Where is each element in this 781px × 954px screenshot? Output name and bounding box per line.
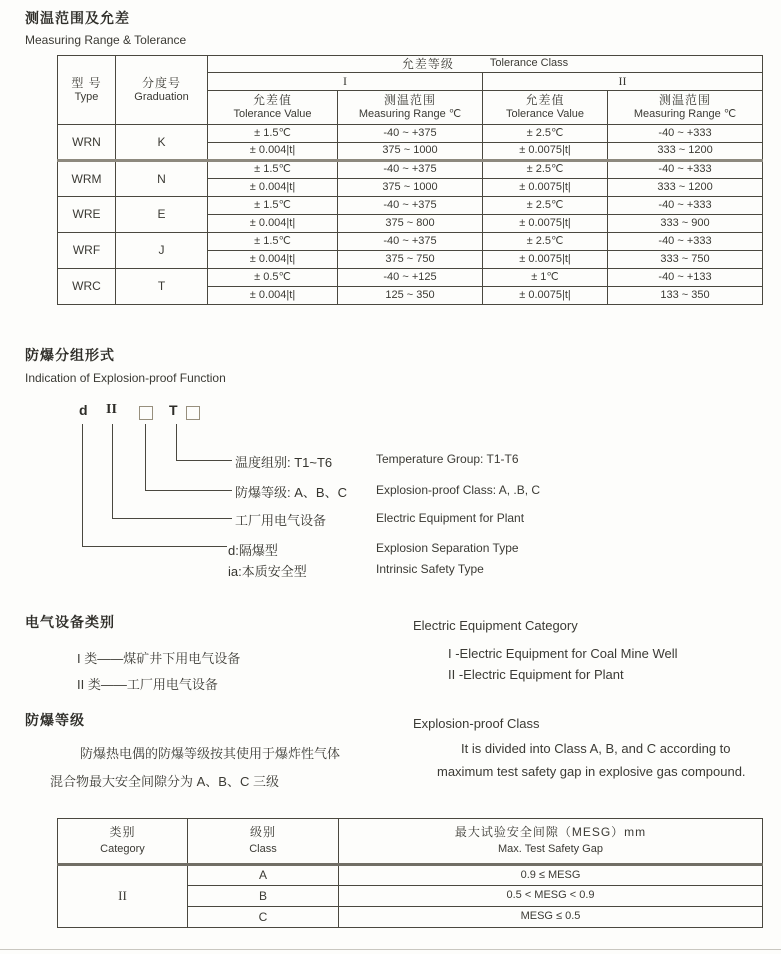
cell-tolerance-value: ± 1.5℃ xyxy=(208,125,338,143)
cell-graduation: K xyxy=(116,125,208,161)
header-tolerance-value-en: Tolerance Value xyxy=(505,108,585,121)
code-class-symbol: II xyxy=(106,402,117,417)
header-type-zh: 型 号 xyxy=(71,75,102,90)
header-class-ii: II xyxy=(483,73,763,91)
paragraph-en-line1: It is divided into Class A, B, and C according to xyxy=(461,741,731,756)
header-mesg xyxy=(339,819,763,865)
header-category xyxy=(58,819,188,865)
cell-class: A xyxy=(188,865,339,886)
category-item-zh: I 类——煤矿井下用电气设备 xyxy=(77,651,241,666)
explosion-class-en-block xyxy=(413,716,746,779)
table-row xyxy=(58,233,763,251)
cell-tolerance-value: ± 0.004|t| xyxy=(208,251,338,269)
cell-type: WRM xyxy=(58,161,116,197)
code-t-symbol: T xyxy=(169,402,178,418)
cell-tolerance-value: ± 0.004|t| xyxy=(208,287,338,305)
table-row xyxy=(58,197,763,215)
cell-tolerance-value: ± 0.0075|t| xyxy=(483,215,608,233)
cell-measuring-range: -40 ~ +333 xyxy=(608,161,763,179)
header-type-en: Type xyxy=(74,90,99,103)
legend-exp-class-en: Explosion-proof Class: A, .B, C xyxy=(376,483,541,497)
cell-measuring-range: -40 ~ +333 xyxy=(608,197,763,215)
cell-graduation: N xyxy=(116,161,208,197)
header-class-i: I xyxy=(208,73,483,91)
cell-tolerance-value: ± 0.004|t| xyxy=(208,143,338,161)
legend-temp-group-en: Temperature Group: T1-T6 xyxy=(376,452,519,466)
table-row xyxy=(58,269,763,287)
tolerance-table xyxy=(57,55,763,305)
cell-tolerance-value: ± 0.004|t| xyxy=(208,215,338,233)
cell-measuring-range: 333 ~ 900 xyxy=(608,215,763,233)
header-graduation-en: Graduation xyxy=(134,90,189,103)
cell-measuring-range: 333 ~ 750 xyxy=(608,251,763,269)
cell-gap: MESG ≤ 0.5 xyxy=(339,907,763,928)
blank-box-icon xyxy=(186,406,200,420)
cell-measuring-range: -40 ~ +375 xyxy=(338,233,483,251)
code-d-symbol: d xyxy=(79,402,88,418)
cell-measuring-range: -40 ~ +333 xyxy=(608,233,763,251)
cell-measuring-range: 375 ~ 750 xyxy=(338,251,483,269)
cell-measuring-range: 375 ~ 1000 xyxy=(338,179,483,197)
cell-measuring-range: -40 ~ +125 xyxy=(338,269,483,287)
section-title-en: Indication of Explosion-proof Function xyxy=(25,371,226,385)
cell-gap: 0.9 ≤ MESG xyxy=(339,865,763,886)
cell-measuring-range: -40 ~ +375 xyxy=(338,197,483,215)
category-item-zh: II 类——工厂用电气设备 xyxy=(77,677,218,692)
cell-type: WRC xyxy=(58,269,116,305)
section-title-en: Explosion-proof Class xyxy=(413,716,540,731)
explosion-class-zh-block xyxy=(25,710,340,790)
equipment-category-zh-block xyxy=(25,612,240,693)
header-class-zh: 级别 xyxy=(249,825,276,840)
cell-measuring-range: -40 ~ +375 xyxy=(338,161,483,179)
header-graduation xyxy=(116,56,208,125)
cell-measuring-range: -40 ~ +375 xyxy=(338,125,483,143)
legend-temp-group-zh: 温度组别: T1~T6 xyxy=(235,455,333,470)
header-tolerance-class-zh: 允差等级 xyxy=(401,56,454,71)
cell-category: II xyxy=(58,865,188,928)
blank-box-icon xyxy=(139,406,153,420)
paragraph-zh-line1: 防爆热电偶的防爆等级按其使用于爆炸性气体 xyxy=(80,746,341,761)
legend-intrinsic-en: Intrinsic Safety Type xyxy=(376,562,484,576)
header-category-en: Category xyxy=(100,843,145,856)
cell-measuring-range: 133 ~ 350 xyxy=(608,287,763,305)
cell-tolerance-value: ± 1℃ xyxy=(483,269,608,287)
cell-measuring-range: 125 ~ 350 xyxy=(338,287,483,305)
section-title-zh: 防爆等级 xyxy=(25,712,85,728)
section-title-zh: 防爆分组形式 xyxy=(25,347,115,363)
header-tolerance-value-zh: 允差值 xyxy=(252,93,292,108)
header-category-zh: 类别 xyxy=(109,825,136,840)
category-item-en: II -Electric Equipment for Plant xyxy=(448,667,624,682)
header-measuring-range-en: Measuring Range ℃ xyxy=(358,108,462,121)
legend-flameproof-en: Explosion Separation Type xyxy=(376,541,519,555)
cell-measuring-range: 333 ~ 1200 xyxy=(608,143,763,161)
table-row xyxy=(58,865,763,886)
section-title-zh: 测温范围及允差 xyxy=(25,10,130,26)
legend-exp-class-zh: 防爆等级: A、B、C xyxy=(235,485,347,500)
connector-line-t xyxy=(176,424,232,461)
paragraph-zh-line2: 混合物最大安全间隙分为 A、B、C 三级 xyxy=(50,774,279,789)
cell-tolerance-value: ± 0.004|t| xyxy=(208,179,338,197)
connector-line-box xyxy=(145,424,232,491)
header-class-en: Class xyxy=(249,843,277,856)
header-tolerance-class-en: Tolerance Class xyxy=(489,57,569,70)
connector-line-class xyxy=(112,424,232,519)
table-row xyxy=(58,56,763,73)
header-measuring-range-2 xyxy=(608,91,763,125)
connector-line-d xyxy=(82,424,227,547)
cell-type: WRE xyxy=(58,197,116,233)
header-measuring-range-en: Measuring Range ℃ xyxy=(633,108,737,121)
header-tolerance-value-1 xyxy=(208,91,338,125)
cell-tolerance-value: ± 2.5℃ xyxy=(483,233,608,251)
legend-intrinsic-zh: ia:本质安全型 xyxy=(228,564,307,579)
cell-tolerance-value: ± 2.5℃ xyxy=(483,161,608,179)
cell-graduation: J xyxy=(116,233,208,269)
header-graduation-zh: 分度号 xyxy=(141,75,181,90)
cell-measuring-range: -40 ~ +333 xyxy=(608,125,763,143)
cell-tolerance-value: ± 1.5℃ xyxy=(208,233,338,251)
mesg-table xyxy=(57,818,763,928)
cell-gap: 0.5 < MESG < 0.9 xyxy=(339,886,763,907)
cell-graduation: T xyxy=(116,269,208,305)
header-mesg-en: Max. Test Safety Gap xyxy=(498,843,603,856)
cell-graduation: E xyxy=(116,197,208,233)
header-tolerance-value-en: Tolerance Value xyxy=(233,108,312,121)
header-measuring-range-zh: 测温范围 xyxy=(659,93,712,108)
legend-flameproof-zh: d:隔爆型 xyxy=(228,543,278,558)
cell-type: WRF xyxy=(58,233,116,269)
header-measuring-range-1 xyxy=(338,91,483,125)
header-tolerance-value-zh: 允差值 xyxy=(525,93,565,108)
cell-tolerance-value: ± 0.0075|t| xyxy=(483,287,608,305)
cell-tolerance-value: ± 0.0075|t| xyxy=(483,251,608,269)
section-title-en: Electric Equipment Category xyxy=(413,618,578,633)
cell-class: C xyxy=(188,907,339,928)
measuring-range-section-header xyxy=(25,8,186,47)
page-bottom-rule xyxy=(0,949,781,950)
cell-tolerance-value: ± 2.5℃ xyxy=(483,197,608,215)
cell-class: B xyxy=(188,886,339,907)
header-tolerance-class xyxy=(208,56,763,73)
cell-tolerance-value: ± 0.0075|t| xyxy=(483,143,608,161)
header-tolerance-value-2 xyxy=(483,91,608,125)
section-title-zh: 电气设备类别 xyxy=(25,614,115,630)
cell-tolerance-value: ± 1.5℃ xyxy=(208,197,338,215)
cell-tolerance-value: ± 1.5℃ xyxy=(208,161,338,179)
header-type xyxy=(58,56,116,125)
cell-measuring-range: 375 ~ 1000 xyxy=(338,143,483,161)
equipment-category-en-block xyxy=(413,618,678,682)
header-measuring-range-zh: 测温范围 xyxy=(383,93,436,108)
cell-measuring-range: -40 ~ +133 xyxy=(608,269,763,287)
cell-tolerance-value: ± 2.5℃ xyxy=(483,125,608,143)
cell-measuring-range: 375 ~ 800 xyxy=(338,215,483,233)
table-row xyxy=(58,125,763,143)
table-row xyxy=(58,819,763,865)
table-row xyxy=(58,161,763,179)
legend-plant-en: Electric Equipment for Plant xyxy=(376,511,525,525)
cell-tolerance-value: ± 0.5℃ xyxy=(208,269,338,287)
cell-tolerance-value: ± 0.0075|t| xyxy=(483,179,608,197)
section-title-en: Measuring Range & Tolerance xyxy=(25,33,187,47)
explosion-proof-section-header xyxy=(25,345,226,385)
header-mesg-zh: 最大试验安全间隙（MESG）mm xyxy=(454,825,647,840)
header-class xyxy=(188,819,339,865)
category-item-en: I -Electric Equipment for Coal Mine Well xyxy=(448,646,678,661)
legend-plant-zh: 工厂用电气设备 xyxy=(235,513,327,528)
cell-measuring-range: 333 ~ 1200 xyxy=(608,179,763,197)
paragraph-en-line2: maximum test safety gap in explosive gas compound. xyxy=(437,764,746,779)
cell-type: WRN xyxy=(58,125,116,161)
